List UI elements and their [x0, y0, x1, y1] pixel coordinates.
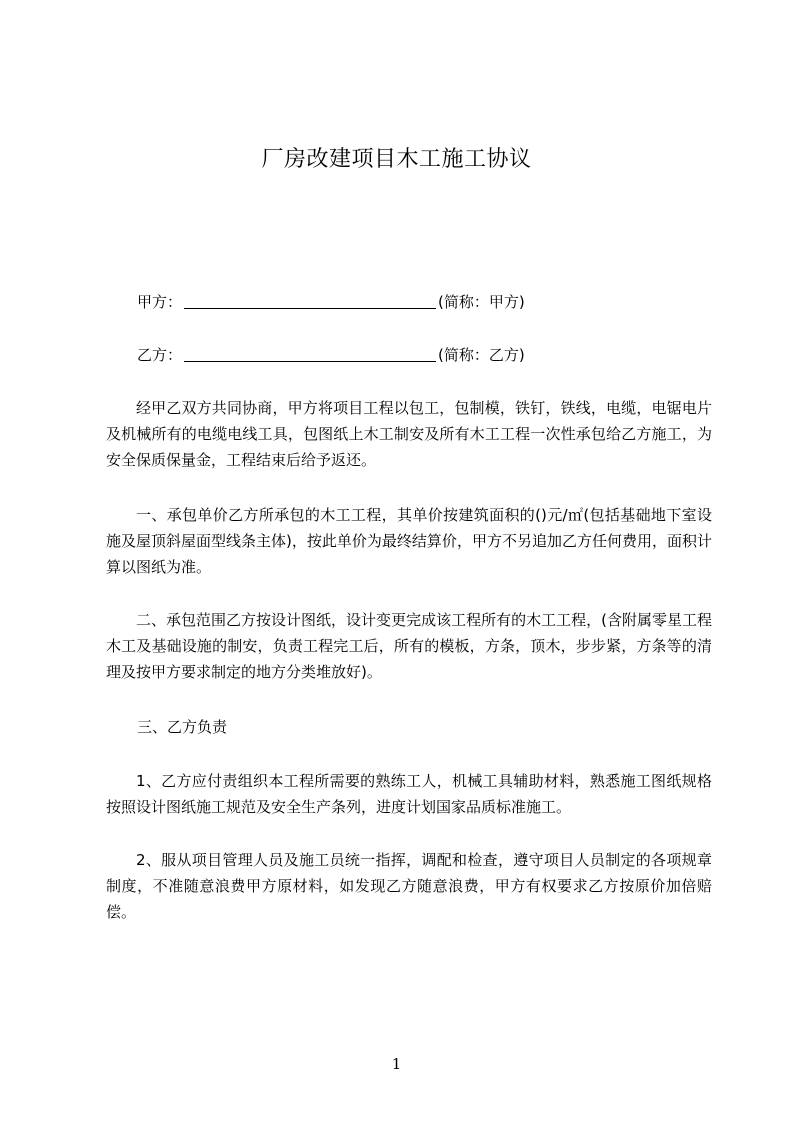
party-a-line — [137, 291, 525, 312]
party-b-blank — [184, 347, 436, 362]
party-a-blank — [184, 294, 436, 309]
item-1-paragraph: 1、乙方应付责组织本工程所需要的熟练工人，机械工具辅助材料，熟悉施工图纸规格按照设计图纸施工规范及安全生产条列，进度计划国家品质标准施工。 — [106, 772, 712, 816]
section-1-paragraph: 一、承包单价乙方所承包的木工工程，其单价按建筑面积的()元/㎡(包括基础地下室设施及屋顶斜屋面型线条主体)，按此单价为最终结算价，甲方不另追加乙方任何费用，面积计算以图纸为准。 — [106, 506, 712, 576]
intro-paragraph: 经甲乙双方共同协商，甲方将项目工程以包工，包制模，铁钉，铁线，电缆，电锯电片及机械所有的电缆电线工具，包图纸上木工制安及所有木工工程一次性承包给乙方施工，为安全保质保量金，工程结束后给予返还。 — [106, 399, 712, 469]
document-title: 厂房改建项目木工施工协议 — [261, 147, 532, 172]
section-3-heading: 三、乙方负责 — [137, 718, 228, 736]
item-2-paragraph: 2、服从项目管理人员及施工员统一指挥，调配和检查，遵守项目人员制定的各项规章制度，不准随意浪费甲方原材料，如发现乙方随意浪费，甲方有权要求乙方按原价加倍赔偿。 — [106, 851, 712, 921]
party-a-label: 甲方： — [137, 293, 183, 311]
party-b-line — [137, 344, 525, 365]
party-b-label: 乙方： — [137, 346, 183, 364]
party-b-short: (简称：乙方) — [438, 346, 525, 364]
page-number: 1 — [391, 1055, 402, 1073]
party-a-short: (简称：甲方) — [438, 293, 525, 311]
section-2-paragraph: 二、承包范围乙方按设计图纸，设计变更完成该工程所有的木工工程，(含附属零星工程木工及基础设施的制安，负责工程完工后，所有的模板，方条，顶木，步步紧，方条等的清理及按甲方要求制定的地方分类堆放好)。 — [106, 611, 712, 681]
